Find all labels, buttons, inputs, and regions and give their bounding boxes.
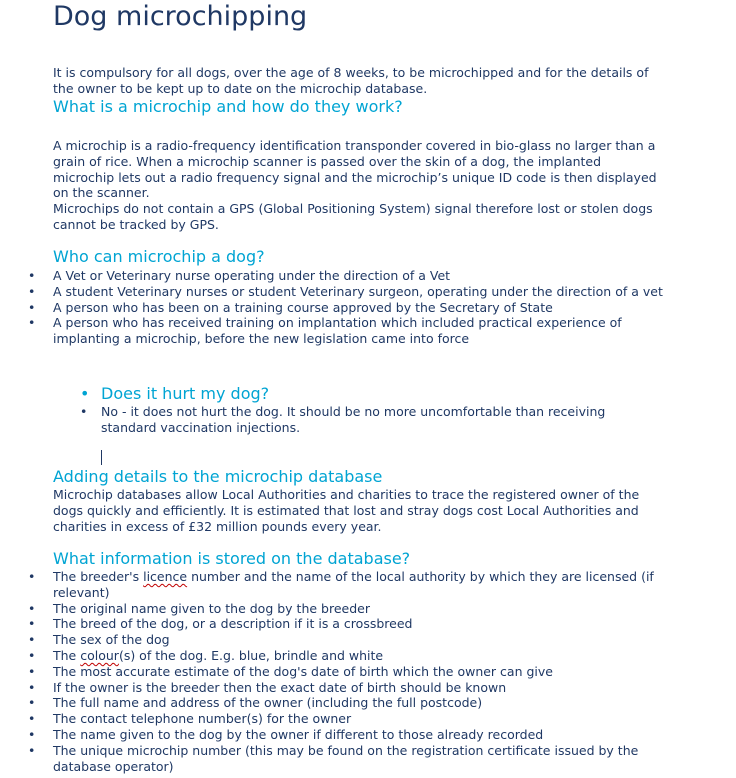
heading-who-can-microchip: Who can microchip a dog? xyxy=(53,247,265,266)
list-item: • The most accurate estimate of the dog's date of birth which the owner can give xyxy=(0,664,680,680)
spelling-flagged-word[interactable]: colour xyxy=(80,647,119,663)
microchip-description-paragraph: A microchip is a radio-frequency identification transponder covered in bio-glass no larger than a grain of rice. When a microchip scanner is passed over the skin of a dog, the implanted microchip lets out a radio frequency signal and the microchip’s unique ID code is then displayed on the scanner. xyxy=(53,138,657,201)
list-item: • The original name given to the dog by the breeder xyxy=(0,601,680,617)
list-item: • The breed of the dog, or a description if it is a crossbreed xyxy=(0,616,680,632)
list-item: • The sex of the dog xyxy=(0,632,680,648)
heading-adding-details: Adding details to the microchip database xyxy=(53,467,383,486)
list-item: • The contact telephone number(s) for the owner xyxy=(0,711,680,727)
list-item xyxy=(0,648,680,664)
list-item: • The unique microchip number (this may be found on the registration certificate issued by the database operator) xyxy=(0,743,680,775)
list-item-text: number and the name of the local authority by which they are licensed (if relevant) xyxy=(53,569,654,600)
list-item: • If the owner is the breeder then the exact date of birth should be known xyxy=(0,680,680,696)
does-it-hurt-section xyxy=(80,384,680,436)
who-can-microchip-list xyxy=(0,268,680,347)
spelling-flagged-word[interactable]: licence xyxy=(143,569,188,584)
heading-what-is-microchip: What is a microchip and how do they work? xyxy=(53,97,403,116)
list-item: • A person who has been on a training course approved by the Secretary of State xyxy=(0,300,680,316)
gps-paragraph: Microchips do not contain a GPS (Global Positioning System) signal therefore lost or stolen dogs cannot be tracked by GPS. xyxy=(53,201,653,232)
heading-information-stored: What information is stored on the database? xyxy=(53,549,411,568)
intro-paragraph: It is compulsory for all dogs, over the age of 8 weeks, to be microchipped and for the details of the owner to be kept up to date on the microchip database. xyxy=(53,65,649,96)
list-item: • A person who has received training on implantation which included practical experience of implanting a microchip, before the new legislation came into force xyxy=(0,315,680,347)
text-cursor xyxy=(101,450,102,465)
list-item: • The full name and address of the owner (including the full postcode) xyxy=(0,695,680,711)
list-item: • A Vet or Veterinary nurse operating under the direction of a Vet xyxy=(0,268,680,284)
heading-does-it-hurt: • Does it hurt my dog? xyxy=(80,384,680,404)
information-stored-list xyxy=(0,569,680,774)
list-item-text: The xyxy=(53,647,81,663)
adding-details-paragraph: Microchip databases allow Local Authorities and charities to trace the registered owner of the dogs quickly and efficiently. It is estimated that lost and stray dogs cost Local Authorities and charities in excess of £32 million pounds every year. xyxy=(53,487,640,534)
list-item xyxy=(0,569,680,601)
does-it-hurt-answer: • No - it does not hurt the dog. It should be no more uncomfortable than receiving standard vaccination injections. xyxy=(80,404,661,436)
list-item-text: (s) of the dog. E.g. blue, brindle and white xyxy=(118,647,384,663)
list-item: • The name given to the dog by the owner if different to those already recorded xyxy=(0,727,680,743)
list-item-text: The breeder's xyxy=(53,569,144,584)
list-item: • A student Veterinary nurses or student Veterinary surgeon, operating under the direction of a vet xyxy=(0,284,680,300)
page-title: Dog microchipping xyxy=(53,1,308,32)
